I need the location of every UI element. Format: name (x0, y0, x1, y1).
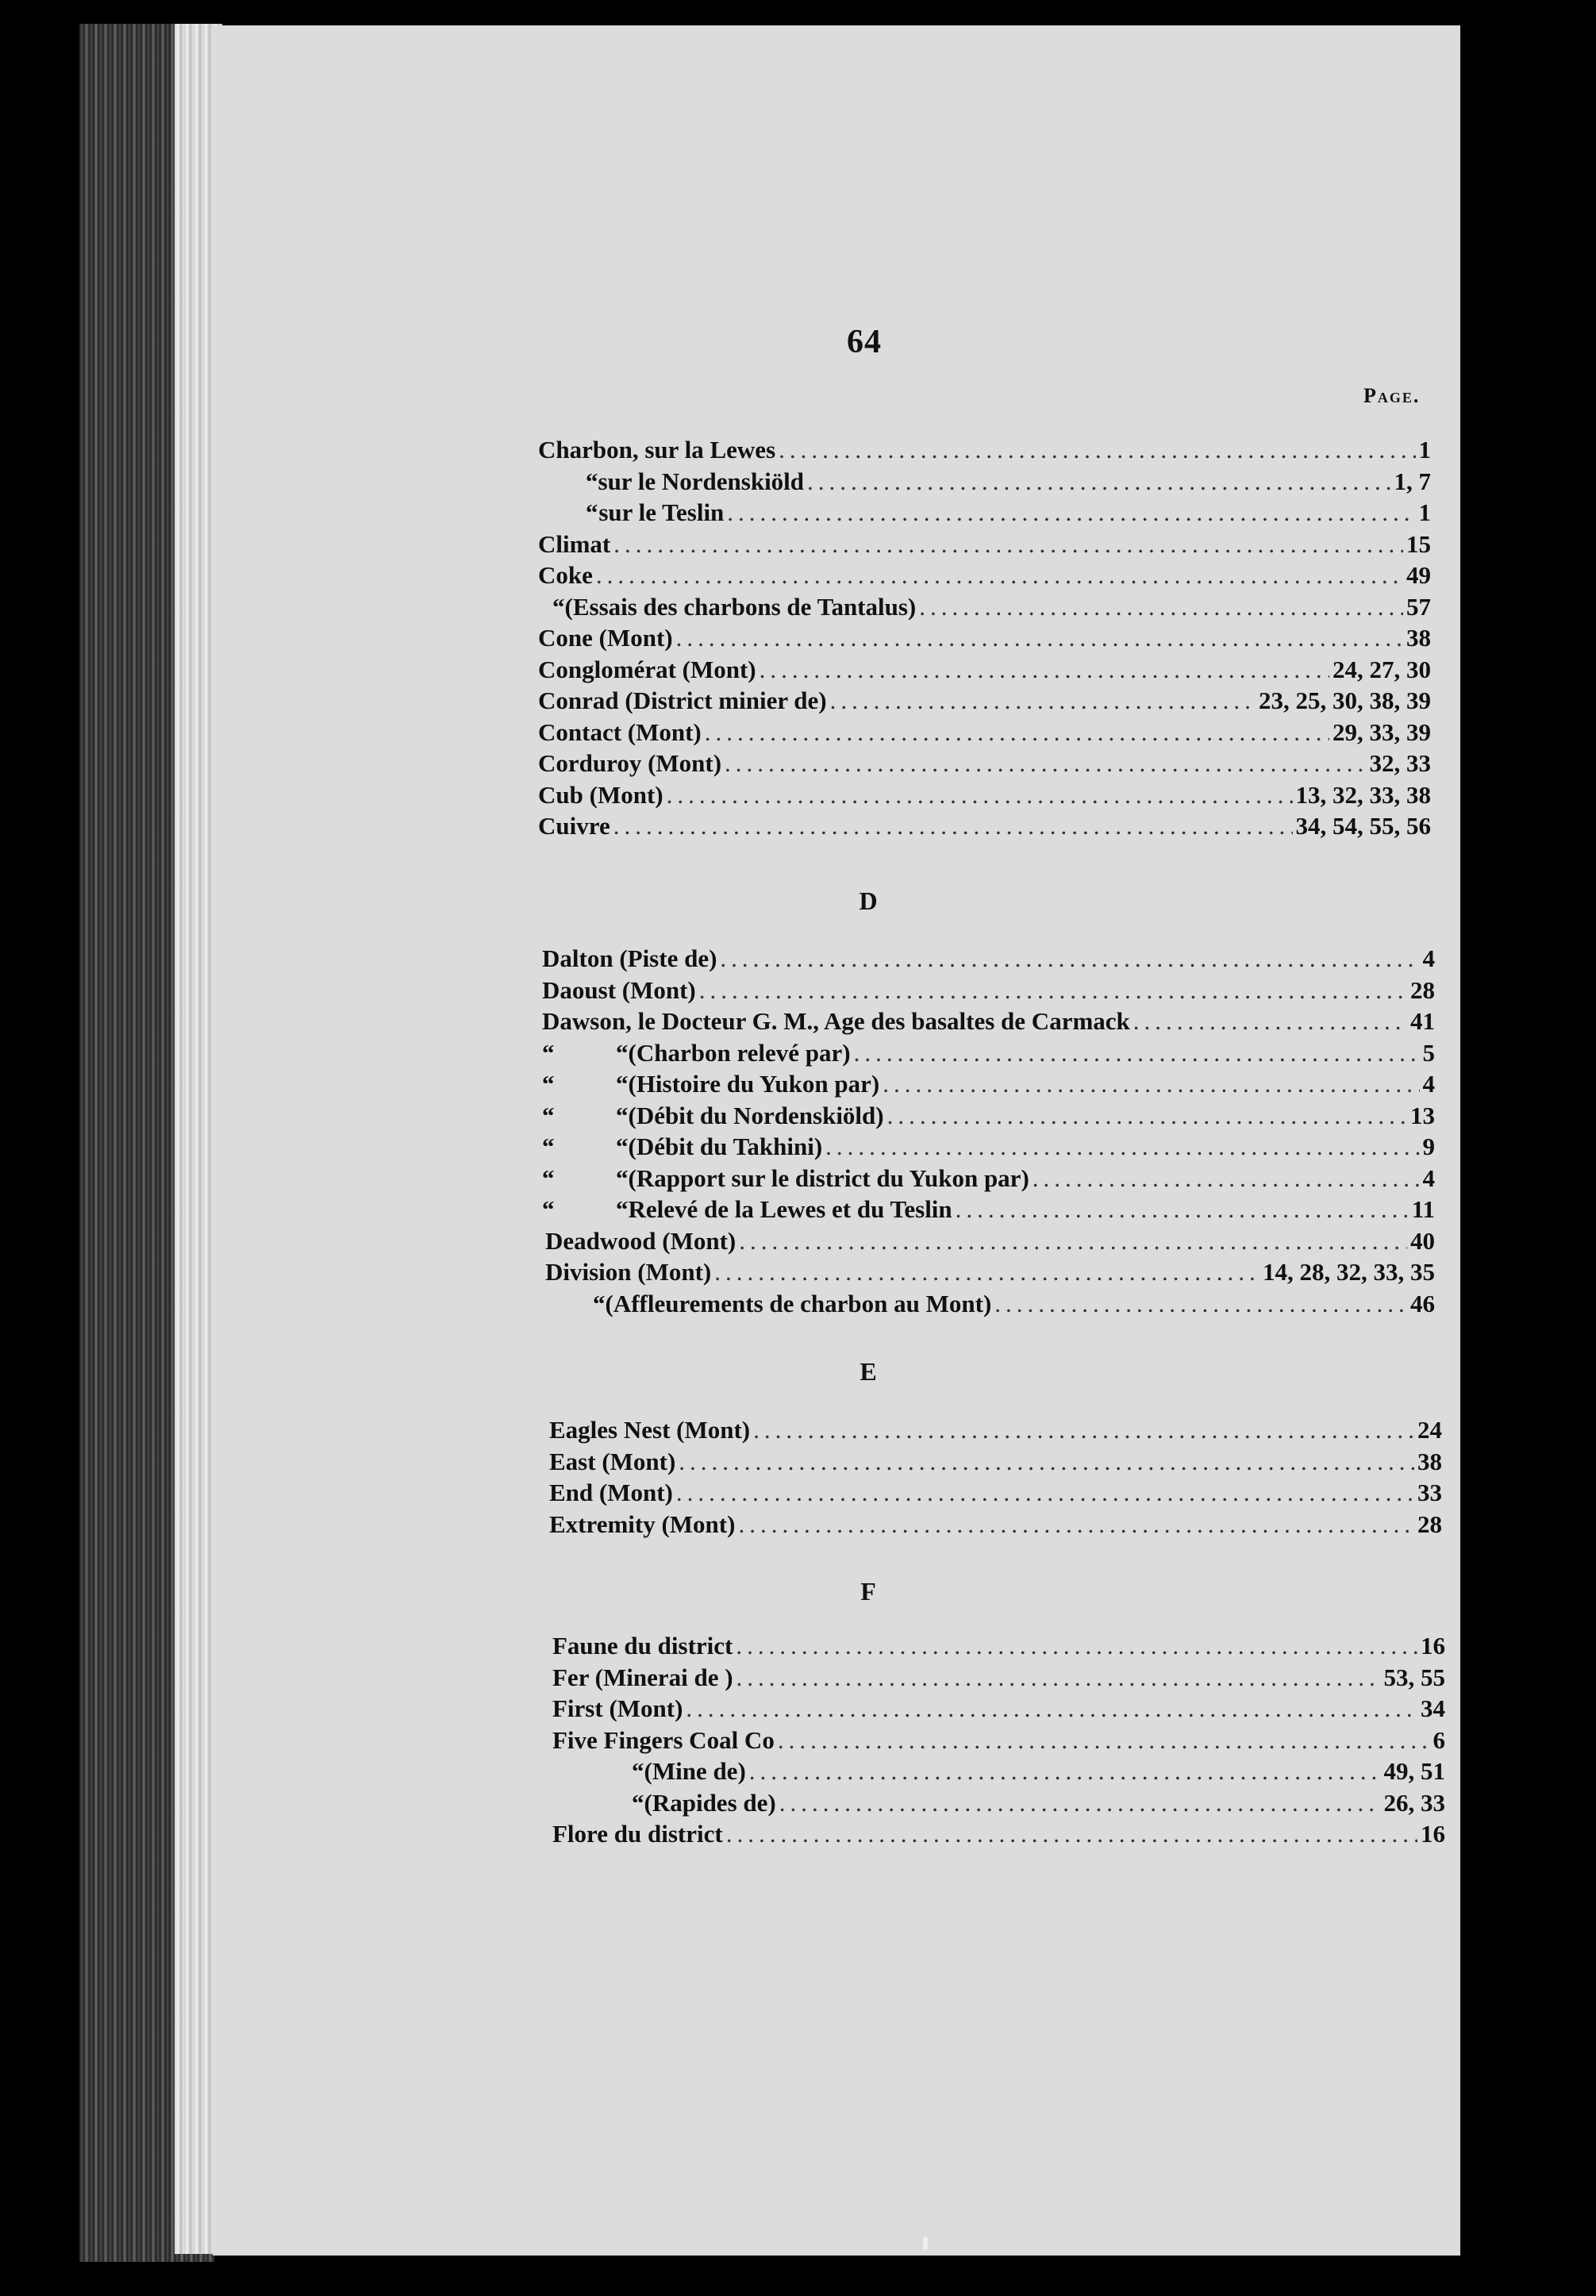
dot-leader (807, 466, 1390, 498)
entry-pages: 13 (1410, 1101, 1435, 1129)
ditto-mark: “ (632, 1788, 644, 1817)
ditto-mark: “ “ (542, 1070, 629, 1098)
dot-leader (919, 591, 1403, 623)
dot-leader (725, 748, 1366, 779)
entry-pages: 14, 28, 32, 33, 35 (1263, 1258, 1435, 1286)
page-mark (923, 2236, 928, 2251)
entry-label: (Rapides de) (644, 1788, 776, 1817)
entry-pages: 13, 32, 33, 38 (1295, 780, 1431, 809)
entry-label: Contact (Mont) (538, 717, 702, 746)
index-entry (538, 685, 1431, 717)
entry-pages: 38 (1417, 1447, 1442, 1475)
index-entry (549, 1446, 1442, 1478)
entry-label: (Charbon relevé par) (628, 1038, 851, 1067)
entry-pages: 16 (1421, 1632, 1445, 1660)
ditto-mark: “ “ (542, 1163, 629, 1192)
index-section-d (542, 943, 1435, 1319)
entry-label: (Affleurements de charbon au Mont) (605, 1289, 992, 1317)
index-entry (542, 1163, 1435, 1194)
dot-leader (720, 943, 1419, 975)
entry-label: Cuivre (538, 812, 610, 840)
index-entry (538, 529, 1431, 560)
index-entry (542, 943, 1435, 975)
entry-label: First (Mont) (552, 1694, 683, 1722)
entry-pages: 16 (1421, 1820, 1445, 1848)
entry-pages: 24, 27, 30 (1333, 655, 1431, 683)
entry-label: Cone (Mont) (538, 624, 673, 652)
entry-pages: 34 (1421, 1694, 1445, 1722)
entry-pages: 6 (1433, 1725, 1445, 1754)
index-entry (552, 1818, 1445, 1850)
dot-leader (676, 1477, 1414, 1509)
entry-pages: 4 (1422, 944, 1435, 972)
index-entry (542, 1225, 1435, 1257)
dot-leader (1133, 1006, 1407, 1037)
index-entry (542, 1100, 1435, 1132)
index-entry (538, 810, 1431, 842)
entry-label: (Histoire du Yukon par) (628, 1070, 880, 1098)
entry-pages: 11 (1411, 1195, 1435, 1223)
index-entry (542, 1068, 1435, 1100)
book-page (213, 25, 1460, 2256)
dot-leader (736, 1630, 1417, 1662)
index-entry (538, 654, 1431, 686)
entry-label: Daoust (Mont) (542, 975, 696, 1004)
entry-pages: 32, 33 (1369, 749, 1431, 777)
dot-leader (727, 497, 1415, 529)
entry-pages: 1, 7 (1394, 467, 1431, 495)
index-entry (538, 434, 1431, 466)
entry-pages: 29, 33, 39 (1333, 717, 1431, 746)
section-letter-e: E (860, 1357, 877, 1386)
dot-leader (667, 779, 1293, 811)
entry-label: Conglomérat (Mont) (538, 655, 756, 683)
entry-pages: 9 (1422, 1133, 1435, 1160)
index-entry (549, 1509, 1442, 1540)
dot-leader (726, 1818, 1417, 1850)
index-section-f (552, 1630, 1445, 1850)
dot-leader (887, 1100, 1407, 1132)
dot-leader (825, 1131, 1419, 1163)
ditto-mark: “ (586, 498, 598, 526)
entry-label: Eagles Nest (Mont) (549, 1416, 751, 1444)
dot-leader (753, 1414, 1414, 1446)
page-column-header: Page. (1363, 384, 1421, 407)
entry-label: Extremity (Mont) (549, 1510, 736, 1538)
dot-leader (778, 1725, 1430, 1756)
entry-pages: 40 (1410, 1226, 1435, 1255)
index-entry (538, 560, 1431, 591)
entry-pages: 1 (1418, 498, 1431, 526)
index-entry (538, 779, 1431, 811)
dot-leader (738, 1509, 1414, 1540)
entry-label: Dalton (Piste de) (542, 944, 717, 972)
index-entry (538, 466, 1431, 498)
entry-label: Faune du district (552, 1632, 733, 1660)
ditto-mark: “ (593, 1289, 606, 1317)
entry-label: (Débit du Nordenskiöld) (628, 1101, 884, 1129)
entry-pages: 49 (1406, 561, 1431, 589)
dot-leader (994, 1288, 1407, 1320)
dot-leader (714, 1256, 1259, 1288)
entry-pages: 41 (1410, 1007, 1435, 1035)
dot-leader (613, 529, 1403, 560)
index-entry (549, 1414, 1442, 1446)
entry-pages: 4 (1422, 1163, 1435, 1192)
entry-label: Coke (538, 561, 593, 589)
dot-leader (613, 810, 1293, 842)
dot-leader (699, 975, 1407, 1006)
index-entry (542, 975, 1435, 1006)
dot-leader (1033, 1163, 1420, 1194)
index-section-e (549, 1414, 1442, 1540)
entry-label: (Rapport sur le district du Yukon par) (628, 1163, 1029, 1192)
page-number: 64 (847, 324, 882, 360)
ditto-mark: “ (632, 1757, 644, 1785)
entry-label: Charbon, sur la Lewes (538, 436, 776, 463)
dot-leader (596, 560, 1403, 591)
dot-leader (749, 1756, 1381, 1787)
entry-label: (Débit du Takhini) (628, 1133, 823, 1160)
entry-label: Cub (Mont) (538, 780, 663, 809)
dot-leader (705, 717, 1329, 748)
index-entry (542, 1194, 1435, 1225)
dot-leader (679, 1446, 1414, 1478)
entry-label: Division (Mont) (545, 1258, 712, 1286)
entry-label: Corduroy (Mont) (538, 749, 722, 777)
index-entry (552, 1630, 1445, 1662)
entry-pages: 15 (1406, 529, 1431, 558)
entry-pages: 28 (1410, 975, 1435, 1004)
index-entry (552, 1787, 1445, 1819)
entry-label: Conrad (District minier de) (538, 686, 827, 714)
dot-leader (854, 1037, 1420, 1069)
entry-label: Relevé de la Lewes et du Teslin (628, 1195, 952, 1223)
entry-pages: 1 (1418, 436, 1431, 463)
entry-pages: 4 (1422, 1070, 1435, 1098)
index-entry (538, 591, 1431, 623)
section-letter-d: D (859, 886, 878, 915)
ditto-mark: “ (586, 467, 598, 495)
entry-label: sur le Teslin (598, 498, 725, 526)
dot-leader (760, 654, 1329, 686)
section-letter-f: F (860, 1577, 876, 1606)
entry-pages: 34, 54, 55, 56 (1295, 812, 1431, 840)
entry-label: sur le Nordenskiöld (598, 467, 805, 495)
entry-label: Flore du district (552, 1820, 723, 1848)
entry-pages: 46 (1410, 1289, 1435, 1317)
dot-leader (736, 1662, 1381, 1694)
index-entry (542, 1131, 1435, 1163)
index-entry (552, 1725, 1445, 1756)
entry-label: Fer (Minerai de ) (552, 1663, 733, 1691)
ditto-mark: “ “ (542, 1133, 629, 1160)
dot-leader (686, 1693, 1417, 1725)
entry-pages: 28 (1417, 1510, 1442, 1538)
entry-pages: 26, 33 (1383, 1788, 1445, 1817)
entry-pages: 23, 25, 30, 38, 39 (1259, 686, 1431, 714)
index-entry (538, 717, 1431, 748)
entry-label: East (Mont) (549, 1447, 676, 1475)
entry-pages: 24 (1417, 1416, 1442, 1444)
index-entry (552, 1662, 1445, 1694)
index-entry (538, 497, 1431, 529)
ditto-mark: “ (552, 592, 565, 621)
entry-label: End (Mont) (549, 1479, 673, 1506)
dot-leader (956, 1194, 1409, 1225)
index-entry (542, 1288, 1435, 1320)
index-entry (542, 1037, 1435, 1069)
ditto-mark: “ “ (542, 1038, 629, 1067)
entry-pages: 49, 51 (1383, 1757, 1445, 1785)
index-entry (549, 1477, 1442, 1509)
index-entry (538, 622, 1431, 654)
entry-label: (Essais des charbons de Tantalus) (564, 592, 917, 621)
entry-label: Dawson, le Docteur G. M., Age des basaltes de Carmack (542, 1007, 1130, 1035)
entry-pages: 33 (1417, 1479, 1442, 1506)
index-entry (552, 1693, 1445, 1725)
index-section-c (538, 434, 1431, 842)
index-entry (542, 1006, 1435, 1037)
entry-label: (Mine de) (644, 1757, 746, 1785)
entry-label: Deadwood (Mont) (545, 1226, 736, 1255)
entry-pages: 38 (1406, 624, 1431, 652)
dot-leader (779, 1787, 1381, 1819)
dot-leader (779, 434, 1415, 466)
dot-leader (830, 685, 1256, 717)
entry-pages: 57 (1406, 592, 1431, 621)
ditto-mark: “ “ (542, 1195, 629, 1223)
entry-pages: 53, 55 (1383, 1663, 1445, 1691)
dot-leader (676, 622, 1403, 654)
dot-leader (883, 1068, 1419, 1100)
entry-label: Five Fingers Coal Co (552, 1725, 775, 1754)
entry-label: Climat (538, 529, 611, 558)
entry-pages: 5 (1422, 1038, 1435, 1067)
index-entry (538, 748, 1431, 779)
ditto-mark: “ “ (542, 1101, 629, 1129)
dot-leader (739, 1225, 1407, 1257)
index-entry (542, 1256, 1435, 1288)
index-entry (552, 1756, 1445, 1787)
